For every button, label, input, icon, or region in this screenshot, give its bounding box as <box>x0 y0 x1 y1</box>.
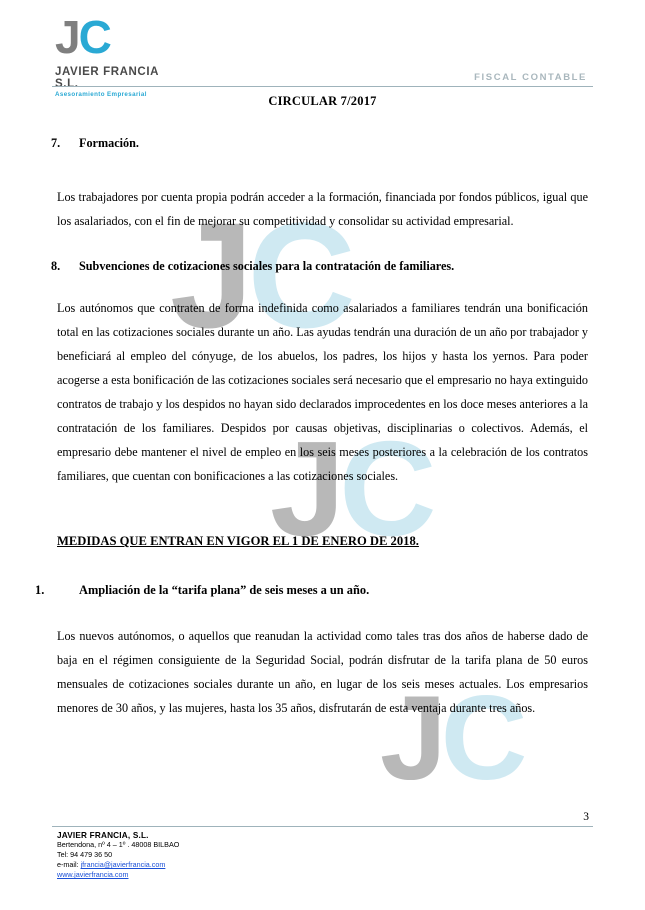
footer-email-row <box>57 860 179 870</box>
header-divider <box>52 86 593 87</box>
footer-phone: Tel: 94 479 36 50 <box>57 850 113 859</box>
page-footer <box>57 831 179 880</box>
watermark-c-glyph: C <box>339 413 431 564</box>
heading-number: 7. <box>51 136 61 150</box>
watermark-j-glyph: J <box>270 413 340 564</box>
page-title: CIRCULAR 7/2017 <box>268 94 377 108</box>
watermark-c-glyph: C <box>440 671 522 805</box>
watermark-c-glyph: C <box>247 191 350 359</box>
heading-number: 8. <box>51 259 61 273</box>
heading-section-8 <box>51 259 588 274</box>
footer-email-label: e-mail: <box>57 860 79 869</box>
paragraph-measure-1: Los nuevos autónomos, o aquellos que reanudan la actividad como tales tras dos años de haberse dado de baja en el régimen consiguiente de la Seguridad Social, podrán disfrutar de la tarifa plana de 50 euros mensuales de cotizaciones sociales durante un año, en lugar de los seis meses actuales. Los empresarios menores de 30 años, y las mujeres, hasta los 35 años, disfrutarán de esta ventaja durante tres años. <box>57 629 588 715</box>
footer-email-link[interactable]: jfrancia@javierfrancia.com <box>80 860 166 869</box>
heading-text: Formación. <box>79 136 139 150</box>
watermark-j-glyph: J <box>170 191 248 359</box>
heading-number: 1. <box>35 583 45 597</box>
page-header <box>0 0 645 112</box>
heading-text: Subvenciones de cotizaciones sociales para la contratación de familiares. <box>79 259 455 273</box>
document-content <box>35 136 588 720</box>
logo-c-glyph: C <box>78 11 110 63</box>
heading-section-7 <box>51 136 588 151</box>
company-logo <box>55 11 185 98</box>
page-number: 3 <box>583 811 589 823</box>
footer-company-name: JAVIER FRANCIA, S.L. <box>57 831 149 840</box>
logo-marks <box>55 11 185 63</box>
paragraph-section-8: Los autónomos que contraten de forma indefinida como asalariados a familiares tendrán una bonificación total en las cotizaciones sociales durante un año. Las ayudas tendrán una duración de un año por trabajador y beneficiará al empleo del cónyuge, de los abuelos, los padres, los hijos y hasta los yernos. Para poder acogerse a esta bonificación de las cotizaciones sociales será necesario que el empresario no haya extinguido contratos de trabajo y los despidos no hayan sido declarados improcedentes en los doce meses anteriores a la contratación de los familiares. Despidos por causas objetivas, disciplinarias o colectivos. Además, el empresario debe mantener el nivel de empleo en los seis meses posteriores a la celebración de los contratos familiares, que cuentan con bonificaciones a las cotizaciones sociales. <box>57 301 588 483</box>
footer-divider <box>52 826 593 827</box>
logo-tagline: Asesoramiento Empresarial <box>55 91 147 98</box>
logo-j-glyph: J <box>55 11 79 63</box>
logo-company-name: JAVIER FRANCIA S.L. <box>55 66 159 90</box>
footer-address: Bertendona, nº 4 – 1º . 48008 BILBAO <box>57 840 180 849</box>
footer-website-link[interactable]: www.javierfrancia.com <box>57 870 129 879</box>
header-services-label: FISCAL CONTABLE <box>474 72 587 83</box>
watermark-j-glyph: J <box>380 671 441 805</box>
measures-section-title: MEDIDAS QUE ENTRAN EN VIGOR EL 1 DE ENERO DE 2018. <box>57 534 419 548</box>
heading-measure-1 <box>35 583 588 598</box>
paragraph-section-7: Los trabajadores por cuenta propia podrán acceder a la formación, financiada por fondos públicos, igual que los asalariados, con el fin de mejorar su competitividad y consolidar su actividad empresarial. <box>57 190 588 228</box>
heading-text: Ampliación de la “tarifa plana” de seis meses a un año. <box>79 583 370 597</box>
